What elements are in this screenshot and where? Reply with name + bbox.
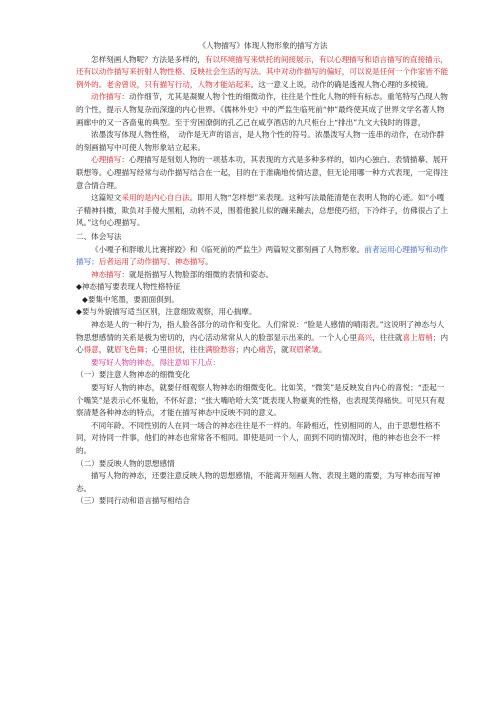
psych-paragraph xyxy=(76,154,450,192)
section-heading-2: 二、体会写法 xyxy=(76,231,122,241)
demeanor-text-9: 。 xyxy=(319,345,327,355)
demeanor-text-8: ，就 xyxy=(273,345,289,355)
psych-term: 心理描写 xyxy=(91,155,122,165)
word-sad-face: 满脸愁容 xyxy=(205,345,236,355)
subheading-1: （一）要注意人物神态的细微变化 xyxy=(76,370,190,380)
action-term: 动作描写 xyxy=(91,92,122,102)
former-highlight: 前者运用心理描写和动作描写； xyxy=(76,244,448,267)
intro-quote-laoshe: 只有描写行动，人物才能站起来 xyxy=(144,79,251,89)
essay-highlight: 采用的是内心自白法 xyxy=(121,193,190,203)
demeanor-text: ：就是指描写人物脸部的细微的表情和姿态。 xyxy=(121,269,274,279)
bullet-3: ◆要与外貌描写适当区别，注意细致观察，用心揣摩。 xyxy=(76,307,257,317)
subheading-2: （二）要反映人物的思想感情 xyxy=(76,458,175,468)
two-stories-text: 《小嘎子和胖墩儿比赛摔跤》和《临死前的严监生》两篇短文都刻画了人物形象。 xyxy=(91,244,365,254)
bullet-1: ◆神态描写要表现人物性格特征 xyxy=(76,282,181,292)
word-frown: 双眉紧皱 xyxy=(288,345,319,355)
demeanor-text-3: ；内心 xyxy=(76,332,449,355)
word-joy-brows: 喜上眉梢 xyxy=(402,332,433,342)
demeanor-text-2: ，往往就 xyxy=(372,332,403,342)
two-stories-paragraph xyxy=(76,244,450,269)
subsection-2-paragraph: 描写人物的神态，还要注意反映人物的思想感情，不能离开刻画人物、表现主题的需要，为写神态而写神态。 xyxy=(76,471,441,493)
action-text: ：动作细节，尤其是凝聚人物个性的细微动作，往往是个性化人物的特有标志。重笔特写凸现人物的个性，提示人物复杂而深邃的内心世界。《儒林外史》中的严监生临死前“伸”最终使其成了世界文学名著人物画廊中的又一吝啬鬼的典型。至于穷困潦倒的孔乙己在咸亨酒店的九尺柜台上“排出”九文大钱时的得意， xyxy=(76,92,448,127)
subheading-3: （三）要同行动和语言描写相结合 xyxy=(76,496,190,506)
demeanor-text-6: ，往往 xyxy=(182,345,206,355)
two-stories-end: 。 xyxy=(205,257,213,267)
essay-text: 这篇短文 xyxy=(91,193,122,203)
intro-paragraph xyxy=(76,54,450,92)
demeanor-text-5: ；心里 xyxy=(144,345,168,355)
psych-text: ：心理描写是刻划人物的一项基本功，其表现的方式是多种多样的，如内心独白、表情描摹、展开联想等。心理描写经常与动作描写结合在一起，目的在于准确地传情达意，但无论用哪一种方式表现，一定得注意合情合理。 xyxy=(76,155,449,190)
subsection-1-paragraph-2: 不同年龄、不同性别的人在同一场合的神态往往是不一样的。年龄相近，性别相同的人，由于思想性格不同，对待同一件事，他们的神态也常常各不相同。即使是同一个人，面到不同的情况时，他的神态也会不一样的。 xyxy=(76,420,441,455)
demeanor-text-1: 神态是人的一种行为，指人脸各部分的动作和变化。人们常说：“脸是人感情的晴雨表。”这说明了神态与人物思想感情的关系是极为密切的，内心活动常常从人的脸部显示出来的。一个人心里 xyxy=(76,320,445,342)
intro-text: 怎样刻画人物呢？方法是多样的， xyxy=(91,54,205,64)
demeanor-text-4: ，就 xyxy=(98,345,114,355)
word-pain: 痛苦 xyxy=(258,345,274,355)
bullet-2: ◆要集中笔墨，要面面俱到。 xyxy=(82,294,179,304)
subsection-1-paragraph: 要写好人物的神态，就要仔细观察人物神态的细微变化。比如笑，“微笑”是反映发自内心的喜悦；“歪起一个嘴笑”是表示心怀鬼胎，不怀好意；“张大嘴哈哈大笑”既表现人物豪爽的性格，也表现笑得痛快。可见只有观察清楚各种神态的特点，才能在描写神态中反映不同的意义。 xyxy=(76,383,445,418)
demeanor-paragraph xyxy=(76,319,450,357)
word-happy: 高兴 xyxy=(356,332,373,342)
essay-text-end: 。即用人物“怎样想”来表现。这种写法最能清楚在表明人物的心迹。如“小嘎子精神抖擞，欺负对手傻大黑粗，动转不灵，围着他猴儿似的蹦来蹦去，总想使巧招，下冷绊子，仿佛很占了上风。”这句心理描写。 xyxy=(76,193,449,228)
action-paragraph xyxy=(76,91,450,129)
points-line: 要写好人物的神态，得注意如下几点： xyxy=(91,357,221,367)
demeanor-text-7: ；内心 xyxy=(235,345,259,355)
intro-text-end: 。这一意义上说，动作的确是透视人物心理的多棱镜。 xyxy=(250,79,433,89)
essay-paragraph xyxy=(76,192,450,230)
demeanor-definition xyxy=(76,269,450,282)
word-elated: 眉飞色舞 xyxy=(113,345,145,355)
document-title: 《人物描写》体现人物形象的描写方法 xyxy=(198,41,328,50)
demeanor-term: 神态描写 xyxy=(91,269,122,279)
intro-highlight-action: 还有以动作描写来折射人物性格、反映社会生活的写法。其中对动作描写的偏好，可以说是任何一个作家皆不能例外的。老舍曾说， xyxy=(76,67,449,89)
intro-highlight-environment: 有以环境描写来烘托的间接展示， xyxy=(204,54,319,64)
word-proud: 得意 xyxy=(83,345,99,355)
word-worried: 担忧 xyxy=(167,345,183,355)
intro-highlight-psych-language: 有以心理描写和语言描写的直接描示， xyxy=(318,54,448,64)
ink-paragraph: 浓墨泼写体现人物性格， 动作是无声的语言，是人物个性的符号。浓墨泼写人物一连串的动作，在动作群的刻画描写中可使人物形象站立起来。 xyxy=(76,130,445,152)
latter-highlight: 后者运用了动作描写、神态描写 xyxy=(98,257,206,267)
